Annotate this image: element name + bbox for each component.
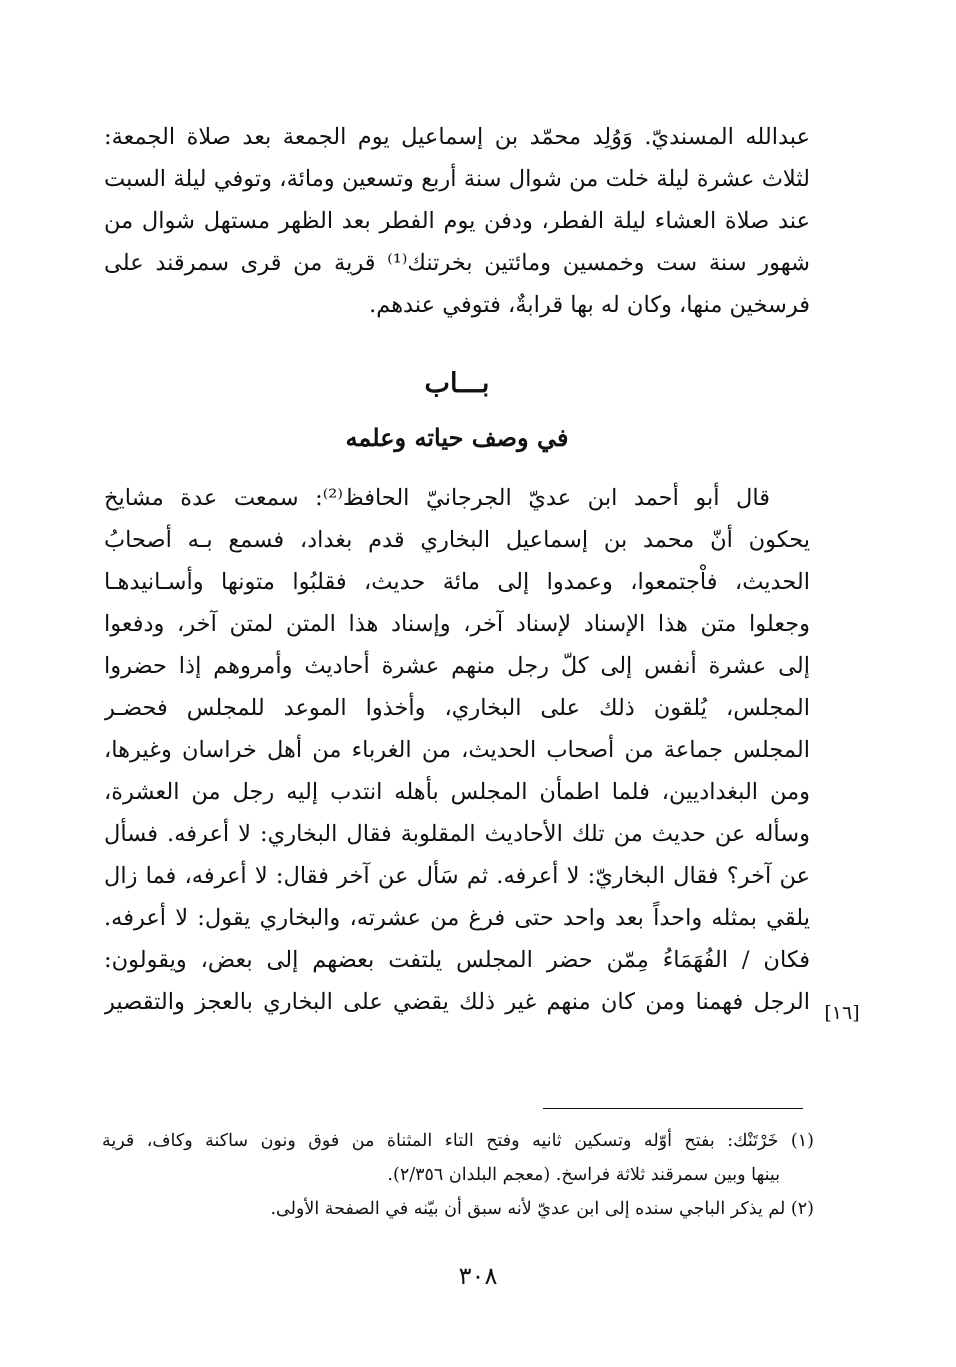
text-line: الرجل فهمنا ومن كان منهم غير ذلك يقضي على البخاري بالعجز والتقصير [104, 989, 810, 1015]
text-line: فرسخين منها، وكان له بها قرابةٌ، فتوفي عندهم. [369, 292, 810, 318]
footnote-1-continuation: بينها وبين سمرقند ثلاثة فراسخ. (معجم البلدان ٢/٣٥٦). [387, 1165, 780, 1185]
text-line: عن آخر؟ فقال البخاريّ: لا أعرفه. ثم سَأل عن آخر فقال: لا أعرفه، فما زال [104, 863, 810, 889]
footnote-separator [543, 1108, 803, 1109]
manuscript-folio-marker: [١٦] [824, 1002, 860, 1024]
page-number: ٣٠٨ [458, 1262, 498, 1290]
chapter-subtitle: في وصف حياته وعلمه [345, 423, 569, 452]
text-line: المجلس جماعة من أصحاب الحديث، من الغرباء من أهل خراسان وغيرها، [104, 737, 810, 763]
footnote-2: (٢) لم يذكر الباجي سنده إلى ابن عديّ لأنه سبق أن بيّنه في الصفحة الأولى. [270, 1199, 814, 1219]
text-line: فكان / الفُهَمَاءُ مِمّن حضر المجلس يلتفت بعضهم إلى بعض، ويقولون: [104, 947, 810, 973]
text-line: ومن البغداديين، فلما اطمأن المجلس بأهله انتدب إليه رجل من العشرة، [104, 779, 810, 805]
footnote-1: (١) خَرْتَنْك: بفتح أوّله وتسكين ثانيه وفتح التاء المثناة من فوق ونون ساكنة وكاف، قرية [102, 1131, 814, 1151]
text-line: لثلاث عشرة ليلة خلت من شوال سنة أربع وتسعين ومائة، وتوفي ليلة السبت [104, 166, 810, 192]
text-line: يلقي بمثله واحداً بعد واحد حتى فرغ من عشرته، والبخاري يقول: لا أعرفه. [104, 905, 810, 931]
text-line: عبدالله المسنديّ. وَوُلِد محمّد بن إسماعيل يوم الجمعة بعد صلاة الجمعة: [104, 124, 810, 150]
paragraph-biography-death [104, 116, 810, 326]
text-line: يحكون أنّ محمد بن إسماعيل البخاري قدم بغداد، فسمع بـه أصحابُ [104, 527, 810, 553]
text-line: عند صلاة العشاء ليلة الفطر، ودفن يوم الفطر بعد الظهر مستهل شوال من [104, 208, 810, 234]
text-line: إلى عشرة أنفس إلى كلّ رجل منهم عشرة أحاديث وأمروهم إذا حضروا [104, 653, 810, 679]
text-line: الحديث، فاْجتمعوا، وعمدوا إلى مائة حديث، فقلبُوا متونها وأسـانيدهـا [104, 569, 810, 595]
text-line: المجلس، يُلقون ذلك على البخاري، وأخذوا الموعد للمجلس فحضـر [104, 695, 810, 721]
paragraph-baghdad-test [104, 477, 810, 1023]
text-line: وجعلوا متن هذا الإسناد لإسناد آخر، وإسناد هذا المتن لمتن آخر، ودفعوا [104, 611, 810, 637]
text-line: قال أبو أحمد ابن عديّ الجرجانيّ الحافظ⁽²⁾: سمعت عدة مشايخ [104, 485, 770, 511]
footnotes [102, 1124, 814, 1226]
chapter-heading: بـــاب [424, 368, 490, 399]
text-line: وسأله عن حديث من تلك الأحاديث المقلوبة فقال البخاري: لا أعرفه. فسأل [104, 821, 810, 847]
text-line: شهور سنة ست وخمسين ومائتين بخرتنك⁽¹⁾ قرية من قرى سمرقند على [104, 250, 810, 276]
